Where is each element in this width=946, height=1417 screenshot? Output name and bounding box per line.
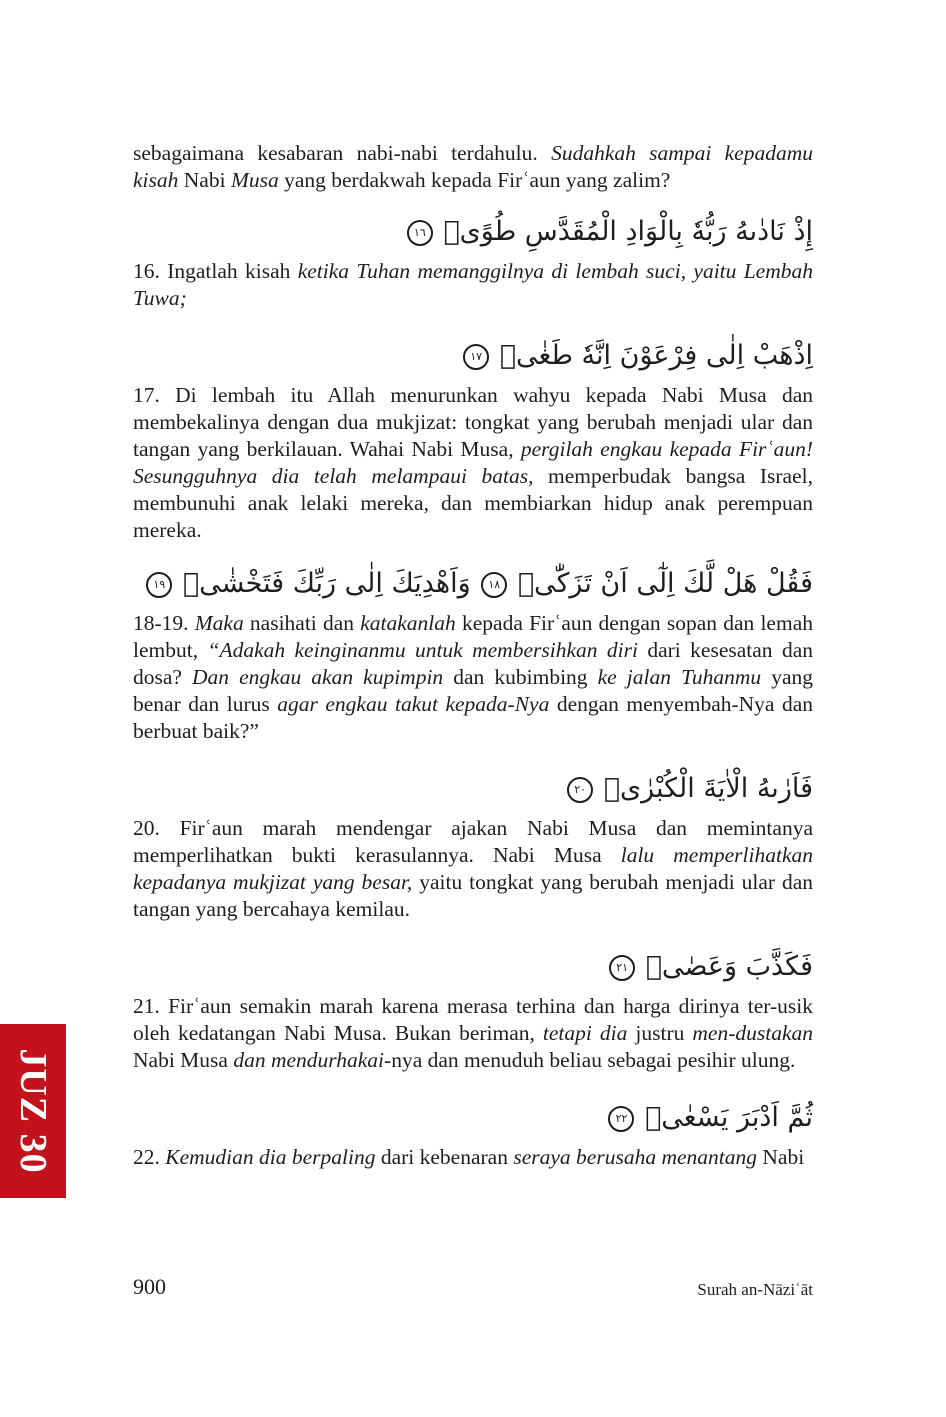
translation-22: [133, 1144, 813, 1171]
text: dari kesesatan dan dosa?: [133, 638, 813, 689]
arabic-verse-17: [133, 336, 813, 376]
surah-name: Surah an-Nāziʿāt: [697, 1280, 813, 1299]
arabic-verse-16: [133, 212, 813, 252]
juz-label: JUZ 30: [12, 1048, 54, 1174]
text: Nabi: [757, 1145, 805, 1169]
italic-text: katakanlah: [360, 611, 456, 635]
text: memperbudak bangsa Israel, membunuhi anak lelaki mereka, dan membiarkan hidup anak perempuan mereka.: [133, 464, 813, 542]
text: nasihati dan: [243, 611, 361, 635]
text: 21. Firʿaun semakin marah karena merasa terhina dan harga dirinya ter-usik oleh kedatangan Nabi Musa. Bukan beriman,: [133, 994, 813, 1045]
ayah-number-icon: ٢٢: [608, 1106, 634, 1132]
arabic-verse-21: [133, 947, 813, 987]
italic-text: dan mendurhakai: [233, 1048, 385, 1072]
italic-text: men-dustakan: [692, 1021, 813, 1045]
arabic-text: وَاَهْدِيَكَ اِلٰى رَبِّكَ فَتَخْشٰىۚ: [182, 568, 471, 599]
arabic-text: ثُمَّ اَدْبَرَ يَسْعٰىۖ: [645, 1102, 813, 1133]
text: yaitu tongkat yang berubah menjadi ular dan tangan yang bercahaya kemilau.: [133, 870, 813, 921]
translation-18-19: [133, 610, 813, 745]
italic-text: Dan engkau akan kupimpin: [192, 665, 444, 689]
ayah-number-icon: ١٨: [481, 572, 507, 598]
italic-text: Maka: [194, 611, 244, 635]
italic-text: ke jalan Tuhanmu: [597, 665, 762, 689]
text: 18-19.: [133, 611, 195, 635]
text: yang berdakwah kepada Firʿaun yang zalim?: [278, 168, 671, 192]
italic-text: Sudahkah sampai kepadamu kisah: [133, 141, 813, 192]
italic-text: pergilah engkau kepada Firʿaun! Sesungguhnya dia telah melampaui batas,: [133, 437, 813, 488]
page-body: [133, 140, 813, 1171]
text: -nya dan menuduh beliau sebagai pesihir ulung.: [384, 1048, 796, 1072]
text: yang benar dan lurus: [133, 665, 813, 716]
arabic-verse-18-19: [133, 564, 813, 604]
italic-text: agar engkau takut kepada-Nya: [277, 692, 550, 716]
text: 16. Ingatlah kisah: [133, 259, 298, 283]
ayah-number-icon: ١٧: [463, 344, 489, 370]
intro-paragraph: [133, 140, 813, 194]
ayah-number-icon: ١٦: [407, 220, 433, 246]
page-number: 900: [133, 1274, 166, 1299]
text: dan kubimbing: [443, 665, 598, 689]
arabic-text: اِذْهَبْ اِلٰى فِرْعَوْنَ اِنَّهٗ طَغٰىۖ: [499, 340, 813, 371]
text: Nabi: [178, 168, 231, 192]
translation-21: [133, 993, 813, 1074]
text: sebagaimana kesabaran nabi-nabi terdahulu.: [133, 141, 552, 165]
arabic-text: فَكَذَّبَ وَعَصٰىۖ: [645, 951, 813, 982]
juz-side-tab: [0, 1024, 66, 1198]
ayah-number-icon: ٢٠: [567, 777, 593, 803]
translation-16: [133, 258, 813, 312]
text: dari kebenaran: [375, 1145, 514, 1169]
arabic-verse-20: [133, 769, 813, 809]
arabic-text: إِذْ نَادٰىهُ رَبُّهٗ بِالْوَادِ الْمُقَدَّسِ طُوًىۚ: [443, 216, 813, 247]
text: kepada Firʿaun dengan sopan dan lemah lembut,: [133, 611, 813, 662]
italic-text: Kemudian dia berpaling: [165, 1145, 376, 1169]
italic-text: lalu memperlihatkan kepadanya mukjizat yang besar,: [133, 843, 813, 894]
arabic-verse-22: [133, 1098, 813, 1138]
text: dengan menyembah-Nya dan berbuat baik?”: [133, 692, 814, 743]
text: justru: [627, 1021, 693, 1045]
text: 22.: [133, 1145, 166, 1169]
ayah-number-icon: ٢١: [609, 955, 635, 981]
translation-20: [133, 815, 813, 923]
arabic-text: فَاَرٰىهُ الْاٰيَةَ الْكُبْرٰىۖ: [603, 773, 813, 804]
italic-text: “Adakah keinginanmu untuk membersihkan diri: [207, 638, 638, 662]
italic-text: ketika Tuhan memanggilnya di lembah suci, yaitu Lembah Tuwa;: [133, 259, 813, 310]
text: Nabi Musa: [133, 1048, 234, 1072]
ayah-number-icon: ١٩: [146, 572, 172, 598]
italic-text: seraya berusaha menantang: [513, 1145, 757, 1169]
italic-text: tetapi dia: [542, 1021, 628, 1045]
arabic-text: فَقُلْ هَلْ لَّكَ اِلٰٓى اَنْ تَزَكّٰىۙ: [517, 568, 813, 599]
translation-17: [133, 382, 813, 544]
text: 17. Di lembah itu Allah menurunkan wahyu kepada Nabi Musa dan membekalinya dengan dua mukjizat: tongkat yang berubah menjadi ular dan tangan yang berkilauan. Wahai Nabi Musa,: [133, 383, 813, 461]
italic-text: Musa: [230, 168, 279, 192]
text: 20. Firʿaun marah mendengar ajakan Nabi Musa dan memintanya memperlihatkan bukti kerasulannya. Nabi Musa: [133, 816, 813, 867]
